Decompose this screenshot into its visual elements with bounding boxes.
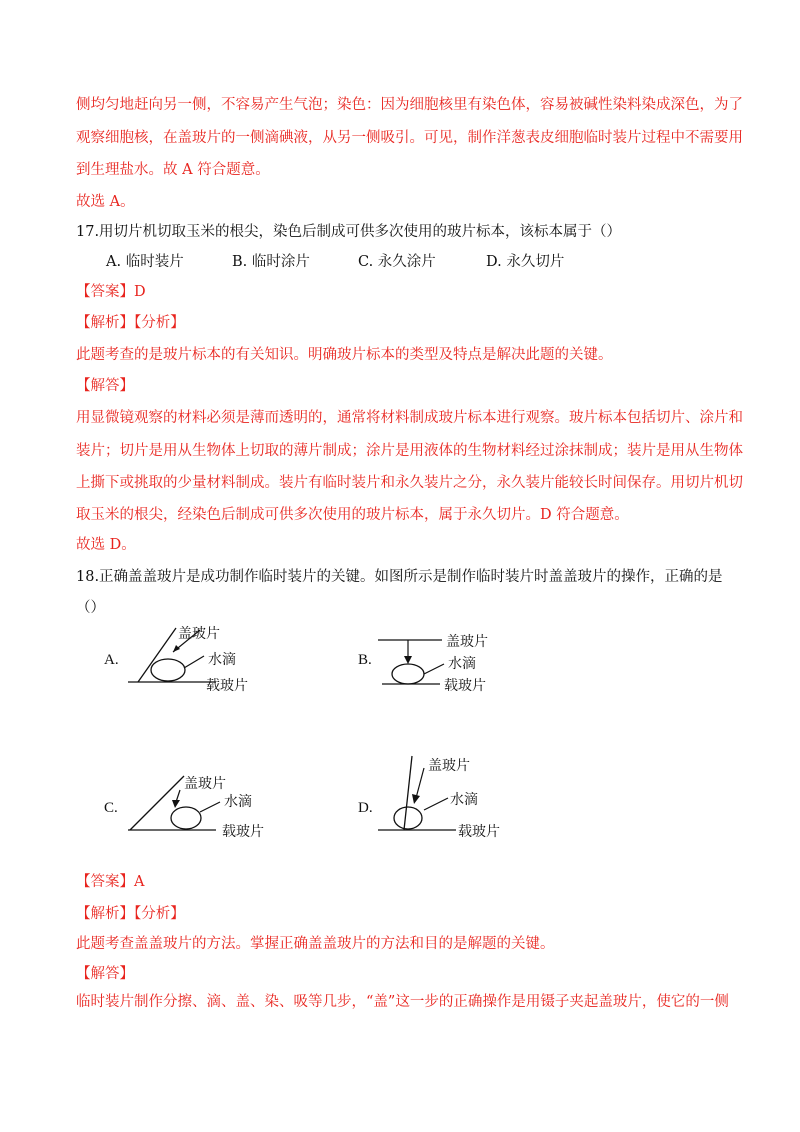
q17-analysis: 此题考查的是玻片标本的有关知识。明确玻片标本的类型及特点是解决此题的关键。	[76, 347, 613, 363]
diagram-c-letter: C.	[104, 800, 118, 816]
q18-analysis: 此题考查盖盖玻片的方法。掌握正确盖盖玻片的方法和目的是解题的关键。	[76, 936, 555, 952]
q17-option-b: B. 临时涂片	[232, 254, 310, 270]
diagram-c-cover-label: 盖玻片	[184, 776, 226, 792]
diagram-c-slide-label: 载玻片	[222, 824, 264, 840]
diagram-a-letter: A.	[104, 652, 119, 668]
q17-solution-heading: 【解答】	[76, 378, 134, 394]
diagram-b-letter: B.	[358, 652, 372, 668]
q18-solution-heading: 【解答】	[76, 966, 134, 982]
diagram-a-slide-label: 载玻片	[206, 678, 248, 694]
q17-option-a: A. 临时装片	[106, 254, 184, 270]
diagram-d-slide-label: 载玻片	[458, 824, 500, 840]
diagram-a-water-label: 水滴	[208, 652, 236, 668]
q17-option-d: D. 永久切片	[486, 254, 565, 270]
diagram-a-cover-label: 盖玻片	[178, 626, 220, 642]
q17-solution-line: 上撕下或挑取的少量材料制成。装片有临时装片和永久装片之分，永久装片能较长时间保存。用切片机切	[76, 475, 743, 491]
diagram-a	[120, 616, 280, 696]
diagram-c-water-label: 水滴	[224, 794, 252, 810]
q17-analysis-heading: 【解析】【分析】	[76, 315, 185, 331]
diagram-c	[120, 770, 280, 846]
diagram-d-water-label: 水滴	[450, 792, 478, 808]
q18-answer: 【答案】A	[76, 874, 145, 890]
diagram-b	[374, 628, 514, 696]
paragraph-line: 到生理盐水。故 A 符合题意。	[76, 162, 270, 178]
q17-conclusion: 故选 D。	[76, 537, 136, 553]
question-18-stem: 18.正确盖盖玻片是成功制作临时装片的关键。如图所示是制作临时装片时盖盖玻片的操作，正确的是	[76, 569, 723, 585]
q17-solution-line: 用显微镜观察的材料必须是薄而透明的，通常将材料制成玻片标本进行观察。玻片标本包括切片、涂片和	[76, 410, 743, 426]
question-18-stem-paren: （）	[76, 600, 105, 616]
q17-solution-line: 取玉米的根尖，经染色后制成可供多次使用的玻片标本，属于永久切片。D 符合题意。	[76, 507, 629, 523]
diagram-b-water-label: 水滴	[448, 656, 476, 672]
conclusion-text: 故选 A。	[76, 194, 135, 210]
diagram-d	[374, 752, 514, 846]
paragraph-line: 侧均匀地赶向另一侧，不容易产生气泡；染色：因为细胞核里有染色体，容易被碱性染料染成深色，为了	[76, 97, 743, 113]
diagram-d-cover-label: 盖玻片	[428, 758, 470, 774]
question-17-stem: 17.用切片机切取玉米的根尖，染色后制成可供多次使用的玻片标本，该标本属于（）	[76, 224, 622, 240]
diagram-b-cover-label: 盖玻片	[446, 634, 488, 650]
q18-analysis-heading: 【解析】【分析】	[76, 906, 185, 922]
diagram-d-letter: D.	[358, 800, 373, 816]
q17-solution-line: 装片；切片是用从生物体上切取的薄片制成；涂片是用液体的生物材料经过涂抹制成；装片是用从生物体	[76, 443, 743, 459]
q18-solution-line: 临时装片制作分擦、滴、盖、染、吸等几步，“盖”这一步的正确操作是用镊子夹起盖玻片，使它的一侧	[76, 994, 729, 1010]
paragraph-line: 观察细胞核，在盖玻片的一侧滴碘液，从另一侧吸引。可见，制作洋葱表皮细胞临时装片过程中不需要用	[76, 130, 743, 146]
diagram-b-slide-label: 载玻片	[444, 678, 486, 694]
q17-option-c: C. 永久涂片	[358, 254, 436, 270]
q17-answer: 【答案】D	[76, 284, 146, 300]
